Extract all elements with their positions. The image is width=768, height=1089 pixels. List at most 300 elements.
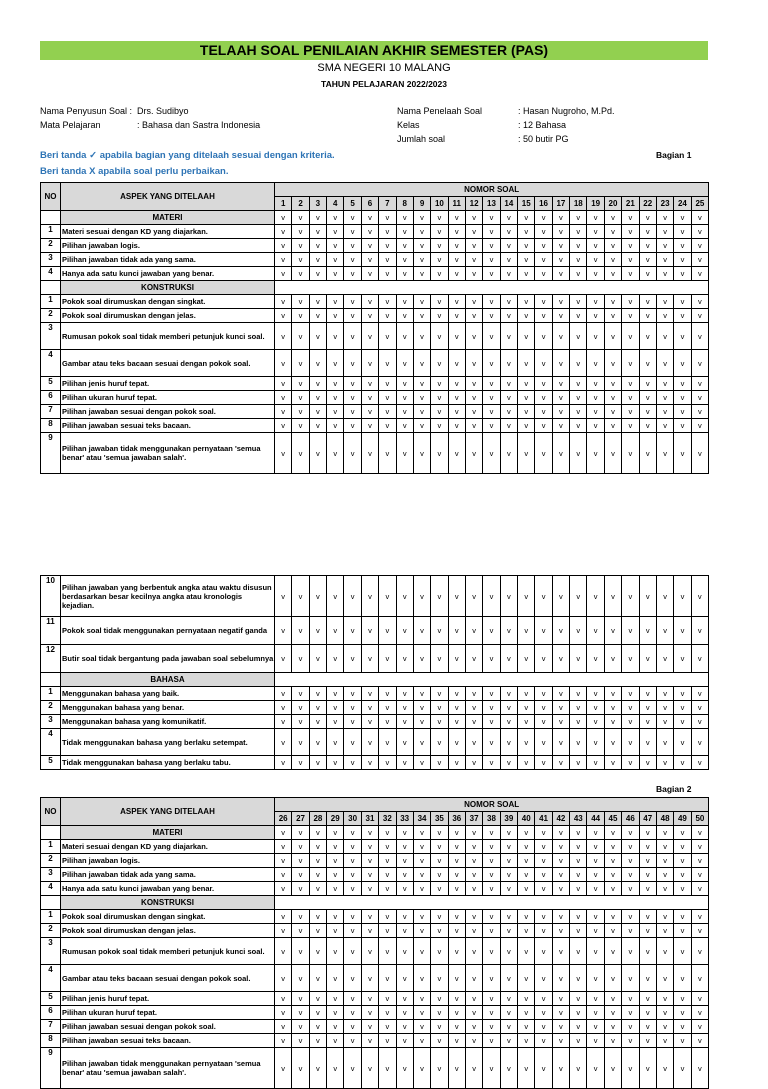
check-mark: v — [656, 854, 673, 868]
check-mark: v — [275, 992, 292, 1006]
check-mark: v — [309, 840, 326, 854]
row-number: 4 — [41, 965, 61, 992]
check-mark: v — [327, 576, 344, 617]
check-mark: v — [552, 1020, 569, 1034]
check-mark: v — [552, 854, 569, 868]
check-mark: v — [431, 350, 448, 377]
check-mark: v — [379, 323, 396, 350]
check-mark: v — [361, 323, 378, 350]
check-mark: v — [361, 295, 378, 309]
check-mark: v — [361, 924, 378, 938]
penelaah-value: : Hasan Nugroho, M.Pd. — [518, 106, 615, 116]
question-number: 47 — [639, 812, 656, 826]
check-mark: v — [604, 938, 621, 965]
check-mark: v — [465, 1006, 482, 1020]
question-number: 27 — [292, 812, 309, 826]
check-mark: v — [309, 729, 326, 756]
check-mark: v — [639, 882, 656, 896]
check-mark: v — [448, 868, 465, 882]
check-mark: v — [552, 729, 569, 756]
check-mark: v — [622, 910, 639, 924]
check-mark: v — [622, 309, 639, 323]
check-mark: v — [639, 405, 656, 419]
question-number: 31 — [361, 812, 378, 826]
row-number: 5 — [41, 992, 61, 1006]
check-mark: v — [379, 729, 396, 756]
question-number: 9 — [413, 197, 430, 211]
check-mark: v — [570, 729, 587, 756]
check-mark: v — [327, 405, 344, 419]
question-number: 44 — [587, 812, 604, 826]
check-mark: v — [431, 882, 448, 896]
check-mark: v — [465, 419, 482, 433]
check-mark: v — [465, 576, 482, 617]
check-mark: v — [535, 854, 552, 868]
check-mark: v — [483, 868, 500, 882]
check-mark: v — [604, 211, 621, 225]
check-mark: v — [483, 309, 500, 323]
check-mark: v — [396, 617, 413, 645]
check-mark: v — [500, 687, 517, 701]
check-mark: v — [570, 295, 587, 309]
check-mark: v — [518, 910, 535, 924]
check-mark: v — [587, 965, 604, 992]
check-mark: v — [535, 840, 552, 854]
aspect-text: Hanya ada satu kunci jawaban yang benar. — [61, 267, 275, 281]
check-mark: v — [361, 938, 378, 965]
check-mark: v — [535, 645, 552, 673]
check-mark: v — [691, 868, 709, 882]
check-mark: v — [292, 965, 309, 992]
check-mark: v — [656, 701, 673, 715]
check-mark: v — [570, 433, 587, 474]
check-mark: v — [379, 433, 396, 474]
check-mark: v — [465, 617, 482, 645]
check-mark: v — [691, 225, 709, 239]
check-mark: v — [500, 1020, 517, 1034]
check-mark: v — [431, 826, 448, 840]
row-number: 7 — [41, 1020, 61, 1034]
check-mark: v — [518, 701, 535, 715]
check-mark: v — [275, 729, 292, 756]
check-mark: v — [396, 239, 413, 253]
check-mark: v — [691, 1048, 709, 1089]
check-mark: v — [604, 239, 621, 253]
check-mark: v — [587, 617, 604, 645]
check-mark: v — [327, 840, 344, 854]
aspect-text: Pilihan jawaban sesuai dengan pokok soal. — [61, 1020, 275, 1034]
check-mark: v — [674, 854, 691, 868]
check-mark: v — [292, 350, 309, 377]
check-mark: v — [448, 391, 465, 405]
check-mark: v — [483, 211, 500, 225]
check-mark: v — [674, 239, 691, 253]
check-mark: v — [518, 687, 535, 701]
check-mark: v — [275, 1048, 292, 1089]
check-mark: v — [518, 239, 535, 253]
check-mark: v — [292, 419, 309, 433]
row-number: 3 — [41, 938, 61, 965]
check-mark: v — [500, 419, 517, 433]
check-mark: v — [344, 267, 361, 281]
check-mark: v — [535, 1034, 552, 1048]
check-mark: v — [622, 882, 639, 896]
check-mark: v — [483, 576, 500, 617]
check-mark: v — [448, 617, 465, 645]
check-mark: v — [622, 840, 639, 854]
check-mark: v — [622, 826, 639, 840]
check-mark: v — [413, 910, 430, 924]
check-mark: v — [604, 992, 621, 1006]
check-mark: v — [500, 377, 517, 391]
check-mark: v — [656, 687, 673, 701]
check-mark: v — [275, 924, 292, 938]
check-mark: v — [309, 295, 326, 309]
check-mark: v — [448, 729, 465, 756]
check-mark: v — [552, 225, 569, 239]
check-mark: v — [309, 938, 326, 965]
check-mark: v — [604, 1048, 621, 1089]
check-mark: v — [483, 253, 500, 267]
check-mark: v — [656, 433, 673, 474]
check-mark: v — [292, 826, 309, 840]
aspect-text: Materi sesuai dengan KD yang diajarkan. — [61, 225, 275, 239]
check-mark: v — [622, 295, 639, 309]
jumlah-value: : 50 butir PG — [518, 134, 569, 144]
check-mark: v — [483, 701, 500, 715]
check-mark: v — [275, 826, 292, 840]
aspect-text: Materi sesuai dengan KD yang diajarkan. — [61, 840, 275, 854]
check-mark: v — [500, 645, 517, 673]
check-mark: v — [292, 882, 309, 896]
check-mark: v — [639, 1006, 656, 1020]
check-mark: v — [691, 910, 709, 924]
check-mark: v — [483, 854, 500, 868]
check-mark: v — [552, 323, 569, 350]
row-number: 4 — [41, 267, 61, 281]
check-mark: v — [396, 377, 413, 391]
check-mark: v — [309, 1006, 326, 1020]
check-mark: v — [587, 882, 604, 896]
check-mark: v — [674, 419, 691, 433]
question-number: 29 — [327, 812, 344, 826]
check-mark: v — [431, 840, 448, 854]
check-mark: v — [518, 576, 535, 617]
check-mark: v — [327, 309, 344, 323]
check-mark: v — [500, 715, 517, 729]
check-mark: v — [500, 965, 517, 992]
check-mark: v — [361, 1006, 378, 1020]
check-mark: v — [396, 350, 413, 377]
check-mark: v — [431, 868, 448, 882]
check-mark: v — [309, 965, 326, 992]
check-mark: v — [691, 701, 708, 715]
check-mark: v — [448, 211, 465, 225]
check-mark: v — [587, 938, 604, 965]
check-mark: v — [465, 225, 482, 239]
check-mark: v — [483, 1020, 500, 1034]
check-mark: v — [431, 419, 448, 433]
check-mark: v — [500, 267, 517, 281]
check-mark: v — [639, 617, 656, 645]
check-mark: v — [500, 405, 517, 419]
check-mark: v — [604, 687, 621, 701]
check-mark: v — [379, 1020, 396, 1034]
check-mark: v — [413, 1006, 430, 1020]
check-mark: v — [535, 882, 552, 896]
check-mark: v — [604, 1006, 621, 1020]
check-mark: v — [622, 924, 639, 938]
check-mark: v — [622, 729, 639, 756]
check-mark: v — [344, 576, 361, 617]
check-mark: v — [535, 924, 552, 938]
question-number: 7 — [379, 197, 396, 211]
check-mark: v — [309, 854, 326, 868]
check-mark: v — [379, 756, 396, 770]
check-mark: v — [292, 377, 309, 391]
check-mark: v — [691, 1020, 709, 1034]
check-mark: v — [656, 211, 673, 225]
check-mark: v — [379, 965, 396, 992]
check-mark: v — [570, 965, 587, 992]
check-mark: v — [518, 1020, 535, 1034]
check-mark: v — [275, 868, 292, 882]
note-cross: Beri tanda X apabila soal perlu perbaikan. — [40, 166, 229, 177]
check-mark: v — [483, 377, 500, 391]
check-mark: v — [361, 965, 378, 992]
check-mark: v — [535, 419, 552, 433]
check-mark: v — [535, 391, 552, 405]
check-mark: v — [292, 729, 309, 756]
check-mark: v — [570, 391, 587, 405]
check-mark: v — [604, 405, 621, 419]
check-mark: v — [344, 729, 361, 756]
check-mark: v — [431, 405, 448, 419]
check-mark: v — [604, 295, 621, 309]
check-mark: v — [361, 882, 378, 896]
check-mark: v — [465, 854, 482, 868]
check-mark: v — [344, 433, 361, 474]
check-mark: v — [674, 645, 691, 673]
check-mark: v — [327, 882, 344, 896]
row-number: 8 — [41, 1034, 61, 1048]
check-mark: v — [396, 938, 413, 965]
check-mark: v — [639, 1048, 656, 1089]
check-mark: v — [656, 267, 673, 281]
check-mark: v — [639, 826, 656, 840]
aspect-text: Pilihan jawaban logis. — [61, 854, 275, 868]
check-mark: v — [535, 687, 552, 701]
check-mark: v — [361, 756, 378, 770]
question-number: 28 — [309, 812, 326, 826]
check-mark: v — [500, 350, 517, 377]
check-mark: v — [535, 211, 552, 225]
check-mark: v — [448, 882, 465, 896]
check-mark: v — [518, 391, 535, 405]
check-mark: v — [518, 868, 535, 882]
check-mark: v — [309, 350, 326, 377]
check-mark: v — [518, 645, 535, 673]
row-number: 11 — [41, 617, 61, 645]
check-mark: v — [344, 965, 361, 992]
check-mark: v — [552, 617, 569, 645]
check-mark: v — [396, 729, 413, 756]
check-mark: v — [656, 1034, 673, 1048]
row-number: 1 — [41, 687, 61, 701]
check-mark: v — [518, 253, 535, 267]
check-mark: v — [518, 992, 535, 1006]
check-mark: v — [604, 225, 621, 239]
question-number: 23 — [656, 197, 673, 211]
row-number: 1 — [41, 225, 61, 239]
check-mark: v — [431, 433, 448, 474]
check-mark: v — [309, 715, 326, 729]
check-mark: v — [535, 826, 552, 840]
check-mark: v — [691, 715, 708, 729]
check-mark: v — [570, 309, 587, 323]
check-mark: v — [483, 239, 500, 253]
check-mark: v — [344, 882, 361, 896]
check-mark: v — [500, 868, 517, 882]
check-mark: v — [292, 323, 309, 350]
penyusun-value: Drs. Sudibyo — [137, 106, 189, 116]
check-mark: v — [500, 576, 517, 617]
check-mark: v — [552, 756, 569, 770]
check-mark: v — [327, 350, 344, 377]
row-number: 2 — [41, 701, 61, 715]
check-mark: v — [379, 419, 396, 433]
check-mark: v — [465, 756, 482, 770]
check-mark: v — [361, 826, 378, 840]
check-mark: v — [275, 350, 292, 377]
check-mark: v — [535, 965, 552, 992]
check-mark: v — [604, 350, 621, 377]
check-mark: v — [656, 377, 673, 391]
check-mark: v — [483, 924, 500, 938]
check-mark: v — [535, 309, 552, 323]
check-mark: v — [656, 295, 673, 309]
check-mark: v — [518, 965, 535, 992]
check-mark: v — [691, 687, 708, 701]
check-mark: v — [379, 576, 396, 617]
check-mark: v — [448, 687, 465, 701]
check-mark: v — [309, 701, 326, 715]
check-mark: v — [604, 715, 621, 729]
check-mark: v — [604, 617, 621, 645]
check-mark: v — [448, 419, 465, 433]
check-mark: v — [500, 1006, 517, 1020]
check-mark: v — [639, 854, 656, 868]
check-mark: v — [674, 391, 691, 405]
check-mark: v — [518, 323, 535, 350]
check-mark: v — [639, 576, 656, 617]
check-mark: v — [344, 1048, 361, 1089]
check-mark: v — [552, 391, 569, 405]
check-mark: v — [361, 576, 378, 617]
check-mark: v — [570, 405, 587, 419]
check-mark: v — [396, 965, 413, 992]
check-mark: v — [465, 433, 482, 474]
check-mark: v — [639, 225, 656, 239]
check-mark: v — [552, 419, 569, 433]
check-mark: v — [622, 701, 639, 715]
check-mark: v — [448, 225, 465, 239]
check-mark: v — [552, 267, 569, 281]
row-number: 4 — [41, 882, 61, 896]
check-mark: v — [344, 211, 361, 225]
check-mark: v — [327, 1034, 344, 1048]
header-nomor-soal: NOMOR SOAL — [275, 798, 709, 812]
question-number: 45 — [604, 812, 621, 826]
question-number: 35 — [431, 812, 448, 826]
check-mark: v — [431, 391, 448, 405]
check-mark: v — [361, 1034, 378, 1048]
check-mark: v — [396, 715, 413, 729]
check-mark: v — [604, 924, 621, 938]
check-mark: v — [483, 350, 500, 377]
check-mark: v — [309, 882, 326, 896]
check-mark: v — [622, 433, 639, 474]
check-mark: v — [275, 1034, 292, 1048]
check-mark: v — [465, 992, 482, 1006]
check-mark: v — [361, 211, 378, 225]
check-mark: v — [448, 433, 465, 474]
check-mark: v — [413, 253, 430, 267]
aspect-text: Hanya ada satu kunci jawaban yang benar. — [61, 882, 275, 896]
check-mark: v — [552, 645, 569, 673]
check-mark: v — [344, 295, 361, 309]
check-mark: v — [379, 910, 396, 924]
check-mark: v — [570, 645, 587, 673]
check-mark: v — [431, 211, 448, 225]
check-mark: v — [604, 1020, 621, 1034]
check-mark: v — [570, 1034, 587, 1048]
bagian-2-label: Bagian 2 — [656, 784, 692, 794]
row-number: 4 — [41, 729, 61, 756]
check-mark: v — [309, 433, 326, 474]
check-mark: v — [622, 211, 639, 225]
check-mark: v — [674, 1006, 691, 1020]
check-mark: v — [327, 910, 344, 924]
check-mark: v — [465, 295, 482, 309]
check-mark: v — [691, 405, 709, 419]
check-mark: v — [431, 295, 448, 309]
check-mark: v — [448, 924, 465, 938]
row-number: 8 — [41, 419, 61, 433]
check-mark: v — [361, 225, 378, 239]
check-mark: v — [396, 701, 413, 715]
check-mark: v — [639, 687, 656, 701]
check-mark: v — [604, 323, 621, 350]
check-mark: v — [431, 1034, 448, 1048]
check-mark: v — [587, 1034, 604, 1048]
check-mark: v — [518, 419, 535, 433]
check-mark: v — [552, 840, 569, 854]
check-mark: v — [413, 826, 430, 840]
check-mark: v — [448, 938, 465, 965]
check-mark: v — [518, 924, 535, 938]
check-mark: v — [639, 253, 656, 267]
check-mark: v — [327, 617, 344, 645]
check-mark: v — [344, 826, 361, 840]
check-mark: v — [656, 323, 673, 350]
check-mark: v — [465, 1020, 482, 1034]
check-mark: v — [309, 391, 326, 405]
check-mark: v — [275, 756, 292, 770]
check-mark: v — [361, 854, 378, 868]
check-mark: v — [431, 239, 448, 253]
check-mark: v — [587, 701, 604, 715]
